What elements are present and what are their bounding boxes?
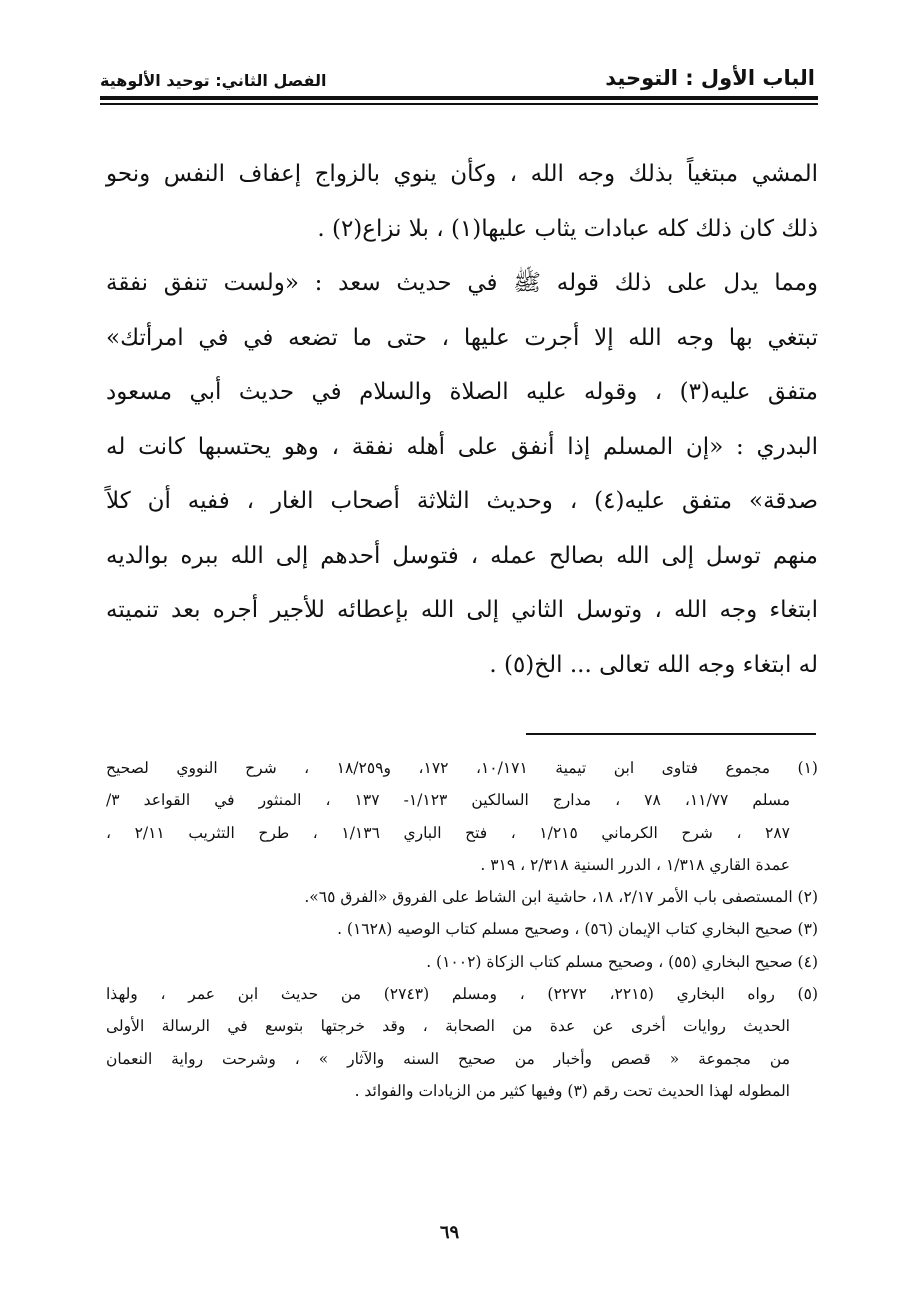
footnote-line: (١) مجموع فتاوى ابن تيمية ١٠/١٧١، ١٧٢، و١٨/٢٥٩ ، شرح النووي لصحيح bbox=[106, 759, 818, 777]
text-line: له ابتغاء وجه الله تعالى ... الخ(٥) . bbox=[489, 651, 818, 678]
text-line: متفق عليه(٣) ، وقوله عليه الصلاة والسلام في حديث أبي مسعود bbox=[106, 379, 818, 405]
text-line: المشي مبتغياً بذلك وجه الله ، وكأن ينوي بالزواج إعفاف النفس ونحو bbox=[106, 161, 818, 187]
footnote-line: المطوله لهذا الحديث تحت رقم (٣) وفيها كثير من الزيادات والفوائد . bbox=[354, 1081, 790, 1100]
footnote-line: (٢) المستصفى باب الأمر ٢/١٧، ١٨، حاشية ابن الشاط على الفروق «الفرق ٦٥». bbox=[304, 888, 818, 907]
text-line: ومما يدل على ذلك قوله ﷺ في حديث سعد : «ولست تنفق نفقة bbox=[106, 270, 818, 296]
text-line: منهم توسل إلى الله بصالح عمله ، فتوسل أحدهم إلى الله ببره بوالديه bbox=[106, 542, 818, 569]
text-line: صدقة» متفق عليه(٤) ، وحديث الثلاثة أصحاب الغار ، ففيه أن كلاً bbox=[106, 488, 819, 514]
header-rule-thin bbox=[100, 103, 818, 105]
text-line: تبتغي بها وجه الله إلا أجرت عليها ، حتى ما تضعه في في امرأتك» bbox=[106, 324, 818, 351]
footnote-line: (٤) صحيح البخاري (٥٥) ، وصحيح مسلم كتاب الزكاة (١٠٠٢) . bbox=[426, 952, 818, 971]
text-line: ذلك كان ذلك كله عبادات يثاب عليها(١) ، بلا نزاع(٢) . bbox=[317, 215, 818, 242]
footnote-line: عمدة القاري ١/٣١٨ ، الدرر السنية ٢/٣١٨ ، ٣١٩ . bbox=[480, 855, 790, 874]
footnote-line: مسلم ١١/٧٧، ٧٨ ، مدارج السالكين ١/١٢٣- ١٣٧ ، المنثور في القواعد ٣/ bbox=[106, 791, 790, 810]
page-number: ٦٩ bbox=[439, 1222, 460, 1243]
text-line: البدري : «إن المسلم إذا أنفق على أهله نفقة ، وهو يحتسبها كانت له bbox=[106, 433, 818, 460]
footnotes bbox=[106, 752, 818, 1107]
header-rule-thick bbox=[100, 96, 818, 100]
footnote-separator bbox=[526, 733, 816, 735]
footnote-line: من مجموعة « قصص وأخبار من صحيح السنه والآثار » ، وشرحت رواية النعمان bbox=[106, 1049, 790, 1068]
running-header bbox=[100, 50, 815, 90]
text-line: ابتغاء وجه الله ، وتوسل الثاني إلى الله بإعطائه للأجير أجره بعد تنميته bbox=[106, 597, 818, 623]
footnote-line: (٣) صحيح البخاري كتاب الإيمان (٥٦) ، وصحيح مسلم كتاب الوصيه (١٦٢٨) . bbox=[337, 920, 818, 939]
chapter-title: الباب الأول : التوحيد bbox=[605, 66, 815, 90]
main-text bbox=[106, 147, 818, 692]
section-title: الفصل الثاني: توحيد الألوهية bbox=[100, 71, 327, 90]
footnote-line: ٢٨٧ ، شرح الكرماني ١/٢١٥ ، فتح الباري ١/١٣٦ ، طرح التثريب ٢/١١ ، bbox=[106, 823, 790, 842]
footnote-line: الحديث روايات أخرى عن عدة من الصحابة ، وقد خرجتها بتوسع في الرسالة الأولى bbox=[106, 1017, 790, 1036]
footnote-line: (٥) رواه البخاري (٢٢١٥، ٢٢٧٢) ، ومسلم (٢٧٤٣) من حديث ابن عمر ، ولهذا bbox=[106, 985, 818, 1004]
